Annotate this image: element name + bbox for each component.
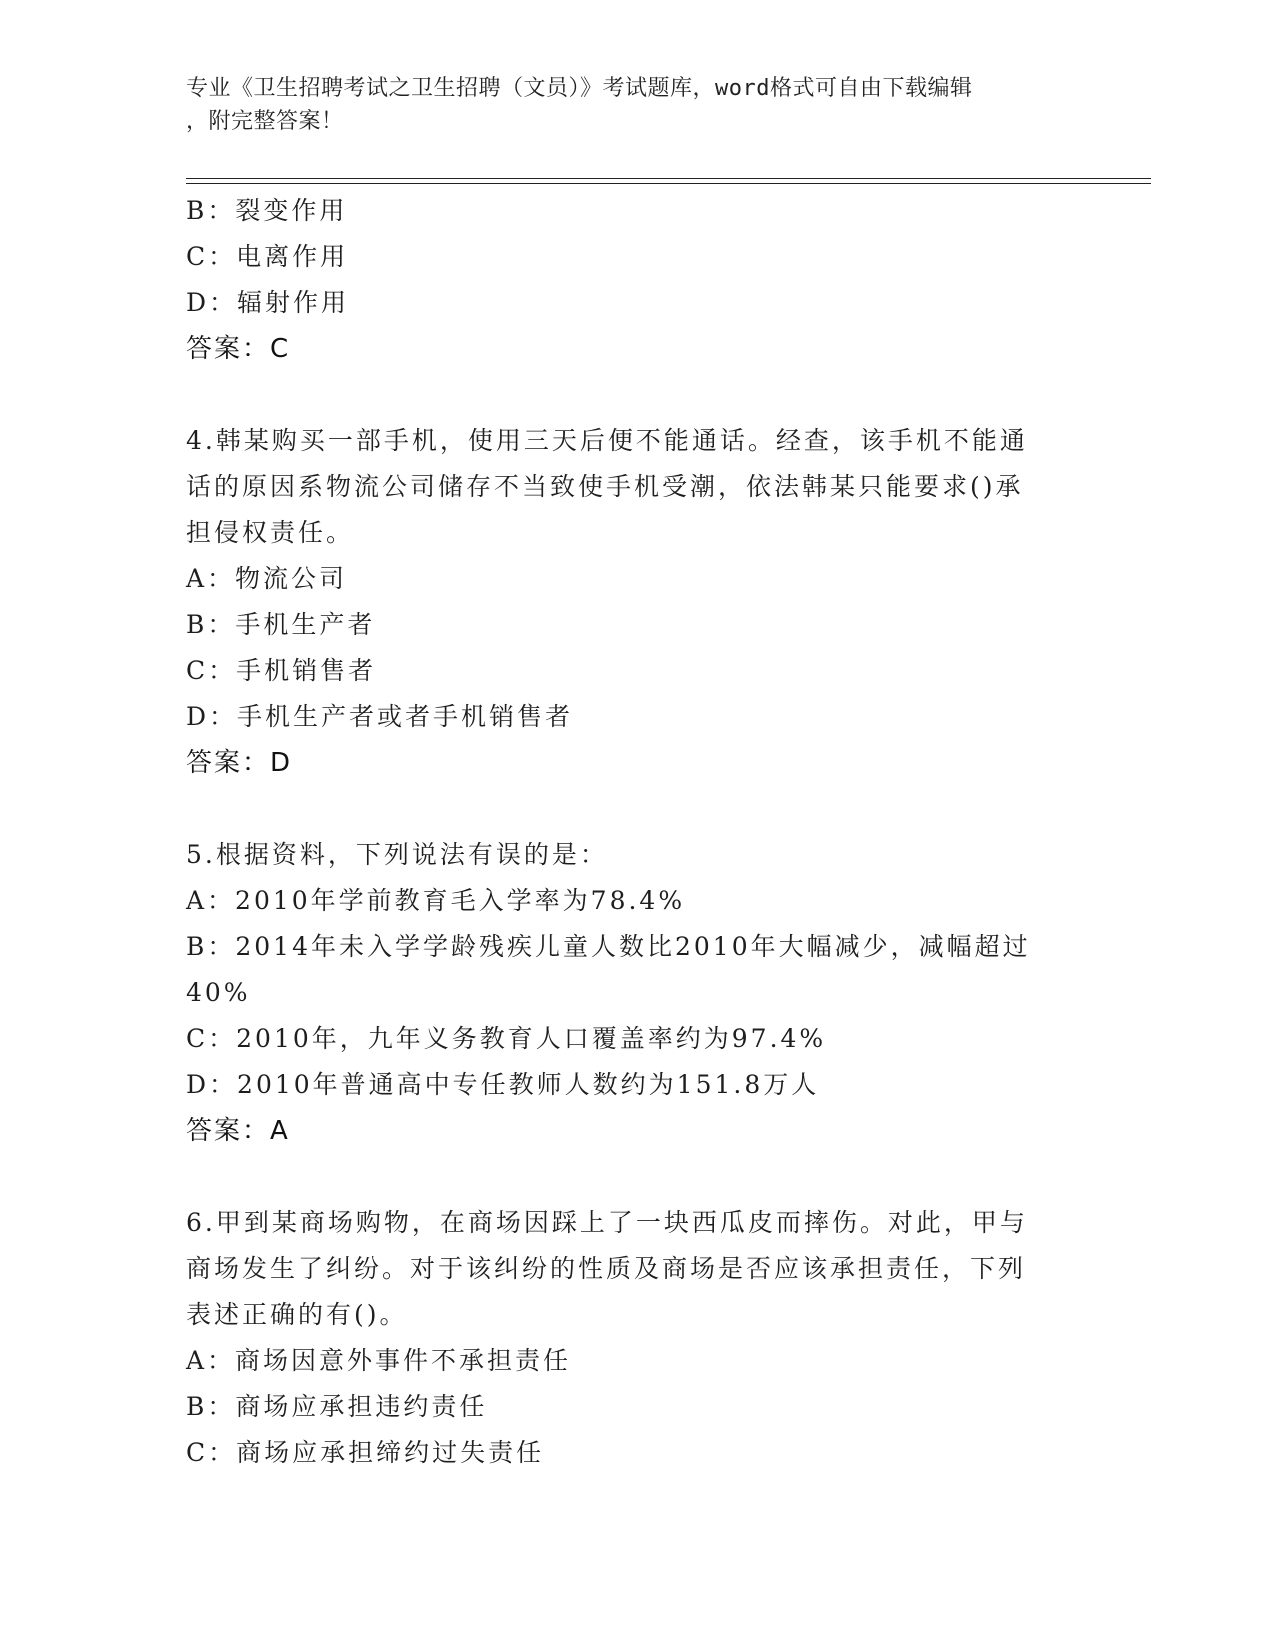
- block-gap: [186, 1154, 1086, 1200]
- question-list: [186, 188, 1086, 1476]
- question-block: [186, 1200, 1086, 1476]
- question-text: 5.根据资料，下列说法有误的是：: [186, 840, 608, 869]
- option-a: A：物流公司: [186, 564, 348, 593]
- answer-line: 答案：D: [186, 748, 293, 778]
- header-divider-top: [186, 178, 1151, 179]
- option-a: A：2010年学前教育毛入学率为78.4%: [186, 886, 686, 915]
- answer-line: 答案：A: [186, 1116, 290, 1146]
- question-text: 表述正确的有()。: [186, 1300, 408, 1329]
- option-c: C：手机销售者: [186, 656, 377, 685]
- option-d: D：辐射作用: [186, 288, 350, 317]
- option-b: B：手机生产者: [186, 610, 376, 639]
- document-header: [186, 72, 1086, 138]
- option-c: C：商场应承担缔约过失责任: [186, 1438, 545, 1467]
- header-divider-bottom: [186, 183, 1151, 184]
- question-text: 商场发生了纠纷。对于该纠纷的性质及商场是否应该承担责任，下列: [186, 1254, 1027, 1283]
- option-b-continued: 40%: [186, 978, 251, 1007]
- option-c: C：2010年，九年义务教育人口覆盖率约为97.4%: [186, 1024, 827, 1053]
- answer-line: 答案：C: [186, 334, 291, 364]
- option-c: C：电离作用: [186, 242, 349, 271]
- option-a: A：商场因意外事件不承担责任: [186, 1346, 572, 1375]
- option-d: D：2010年普通高中专任教师人数约为151.8万人: [186, 1070, 820, 1099]
- question-text: 担侵权责任。: [186, 518, 355, 547]
- option-b: B：裂变作用: [186, 196, 348, 225]
- question-block: [186, 418, 1086, 786]
- question-text: 4.韩某购买一部手机，使用三天后便不能通话。经查，该手机不能通: [186, 426, 1028, 455]
- question-block: [186, 188, 1086, 372]
- header-line-2: ，附完整答案！: [186, 109, 344, 134]
- block-gap: [186, 786, 1086, 832]
- question-block: [186, 832, 1086, 1154]
- option-b: B：商场应承担违约责任: [186, 1392, 488, 1421]
- header-line-1: 专业《卫生招聘考试之卫生招聘（文员）》考试题库，word格式可自由下载编辑: [186, 76, 973, 101]
- question-text: 6.甲到某商场购物，在商场因踩上了一块西瓜皮而摔伤。对此，甲与: [186, 1208, 1028, 1237]
- block-gap: [186, 372, 1086, 418]
- option-b: B：2014年未入学学龄残疾儿童人数比2010年大幅减少，减幅超过: [186, 932, 1031, 961]
- question-text: 话的原因系物流公司储存不当致使手机受潮，依法韩某只能要求()承: [186, 472, 1024, 501]
- option-d: D：手机生产者或者手机销售者: [186, 702, 574, 731]
